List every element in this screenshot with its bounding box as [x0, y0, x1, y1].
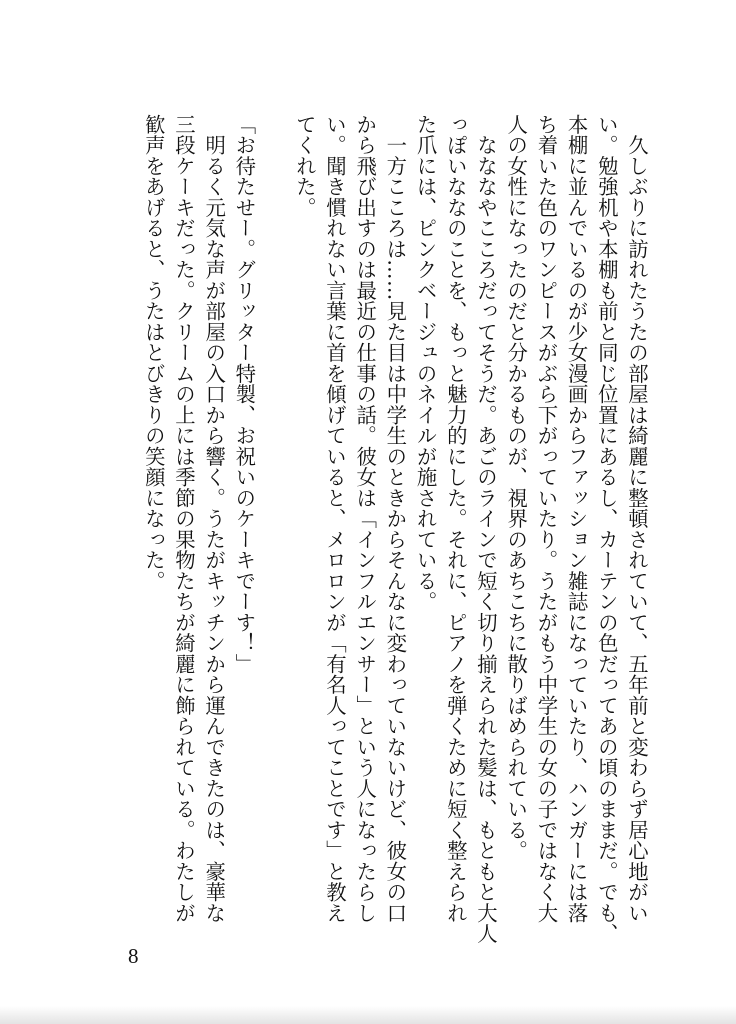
text-line: 本棚に並んでいるのが少女漫画からファッション雑誌になっていたり、ハンガーには落	[564, 114, 589, 924]
page-bottom-shadow	[0, 1006, 736, 1024]
text-line: 久しぶりに訪れたうたの部屋は綺麗に整頓されていて、五年前と変わらず居心地がい	[625, 114, 649, 924]
text-line: 歓声をあげると、うたはとびきりの笑顔になった。	[141, 114, 166, 592]
paragraph-gap	[259, 114, 289, 934]
text-line: なななやこころだってそうだ。あごのラインで短く切り揃えられた髪は、もともと大人	[473, 114, 498, 944]
text-line: い。聞き慣れない言葉に首を傾げていると、メロロンが「有名人ってことです」と教え	[322, 114, 347, 924]
text-line: 「お待たせー。グリッター特製、お祝いのケーキでーす！」	[232, 114, 257, 675]
vertical-text-body	[139, 114, 652, 944]
text-line: 明るく元気な声が部屋の入口から響く。うたがキッチンから運んできたのは、豪華な	[202, 114, 227, 924]
text-line: てくれた。	[292, 114, 317, 218]
text-line: い。勉強机や本棚も前と同じ位置にあるし、カーテンの色だってあの頃のままだ。でも、	[594, 114, 619, 944]
text-line: っぽいななのことを、もっと魅力的にした。それに、ピアノを弾くために短く整えられ	[443, 114, 468, 924]
text-line: から飛び出すのは最近の仕事の話。彼女は「インフルエンサー」という人になったらし	[353, 114, 378, 924]
page-number: 8	[128, 944, 139, 968]
text-line: 三段ケーキだった。クリームの上には季節の果物たちが綺麗に飾られている。わたしが	[171, 114, 196, 924]
text-line: た爪には、ピンクベージュのネイルが施されている。	[413, 114, 438, 612]
text-line: 一方こころは……見た目は中学生のときからそんなに変わっていないけど、彼女の口	[383, 114, 408, 924]
text-line: ち着いた色のワンピースがぶら下がっていたり。うたがもう中学生の女の子ではなく大	[534, 114, 559, 924]
text-line: 人の女性になったのだと分かるものが、視界のあちこちに散りばめられている。	[504, 114, 529, 861]
